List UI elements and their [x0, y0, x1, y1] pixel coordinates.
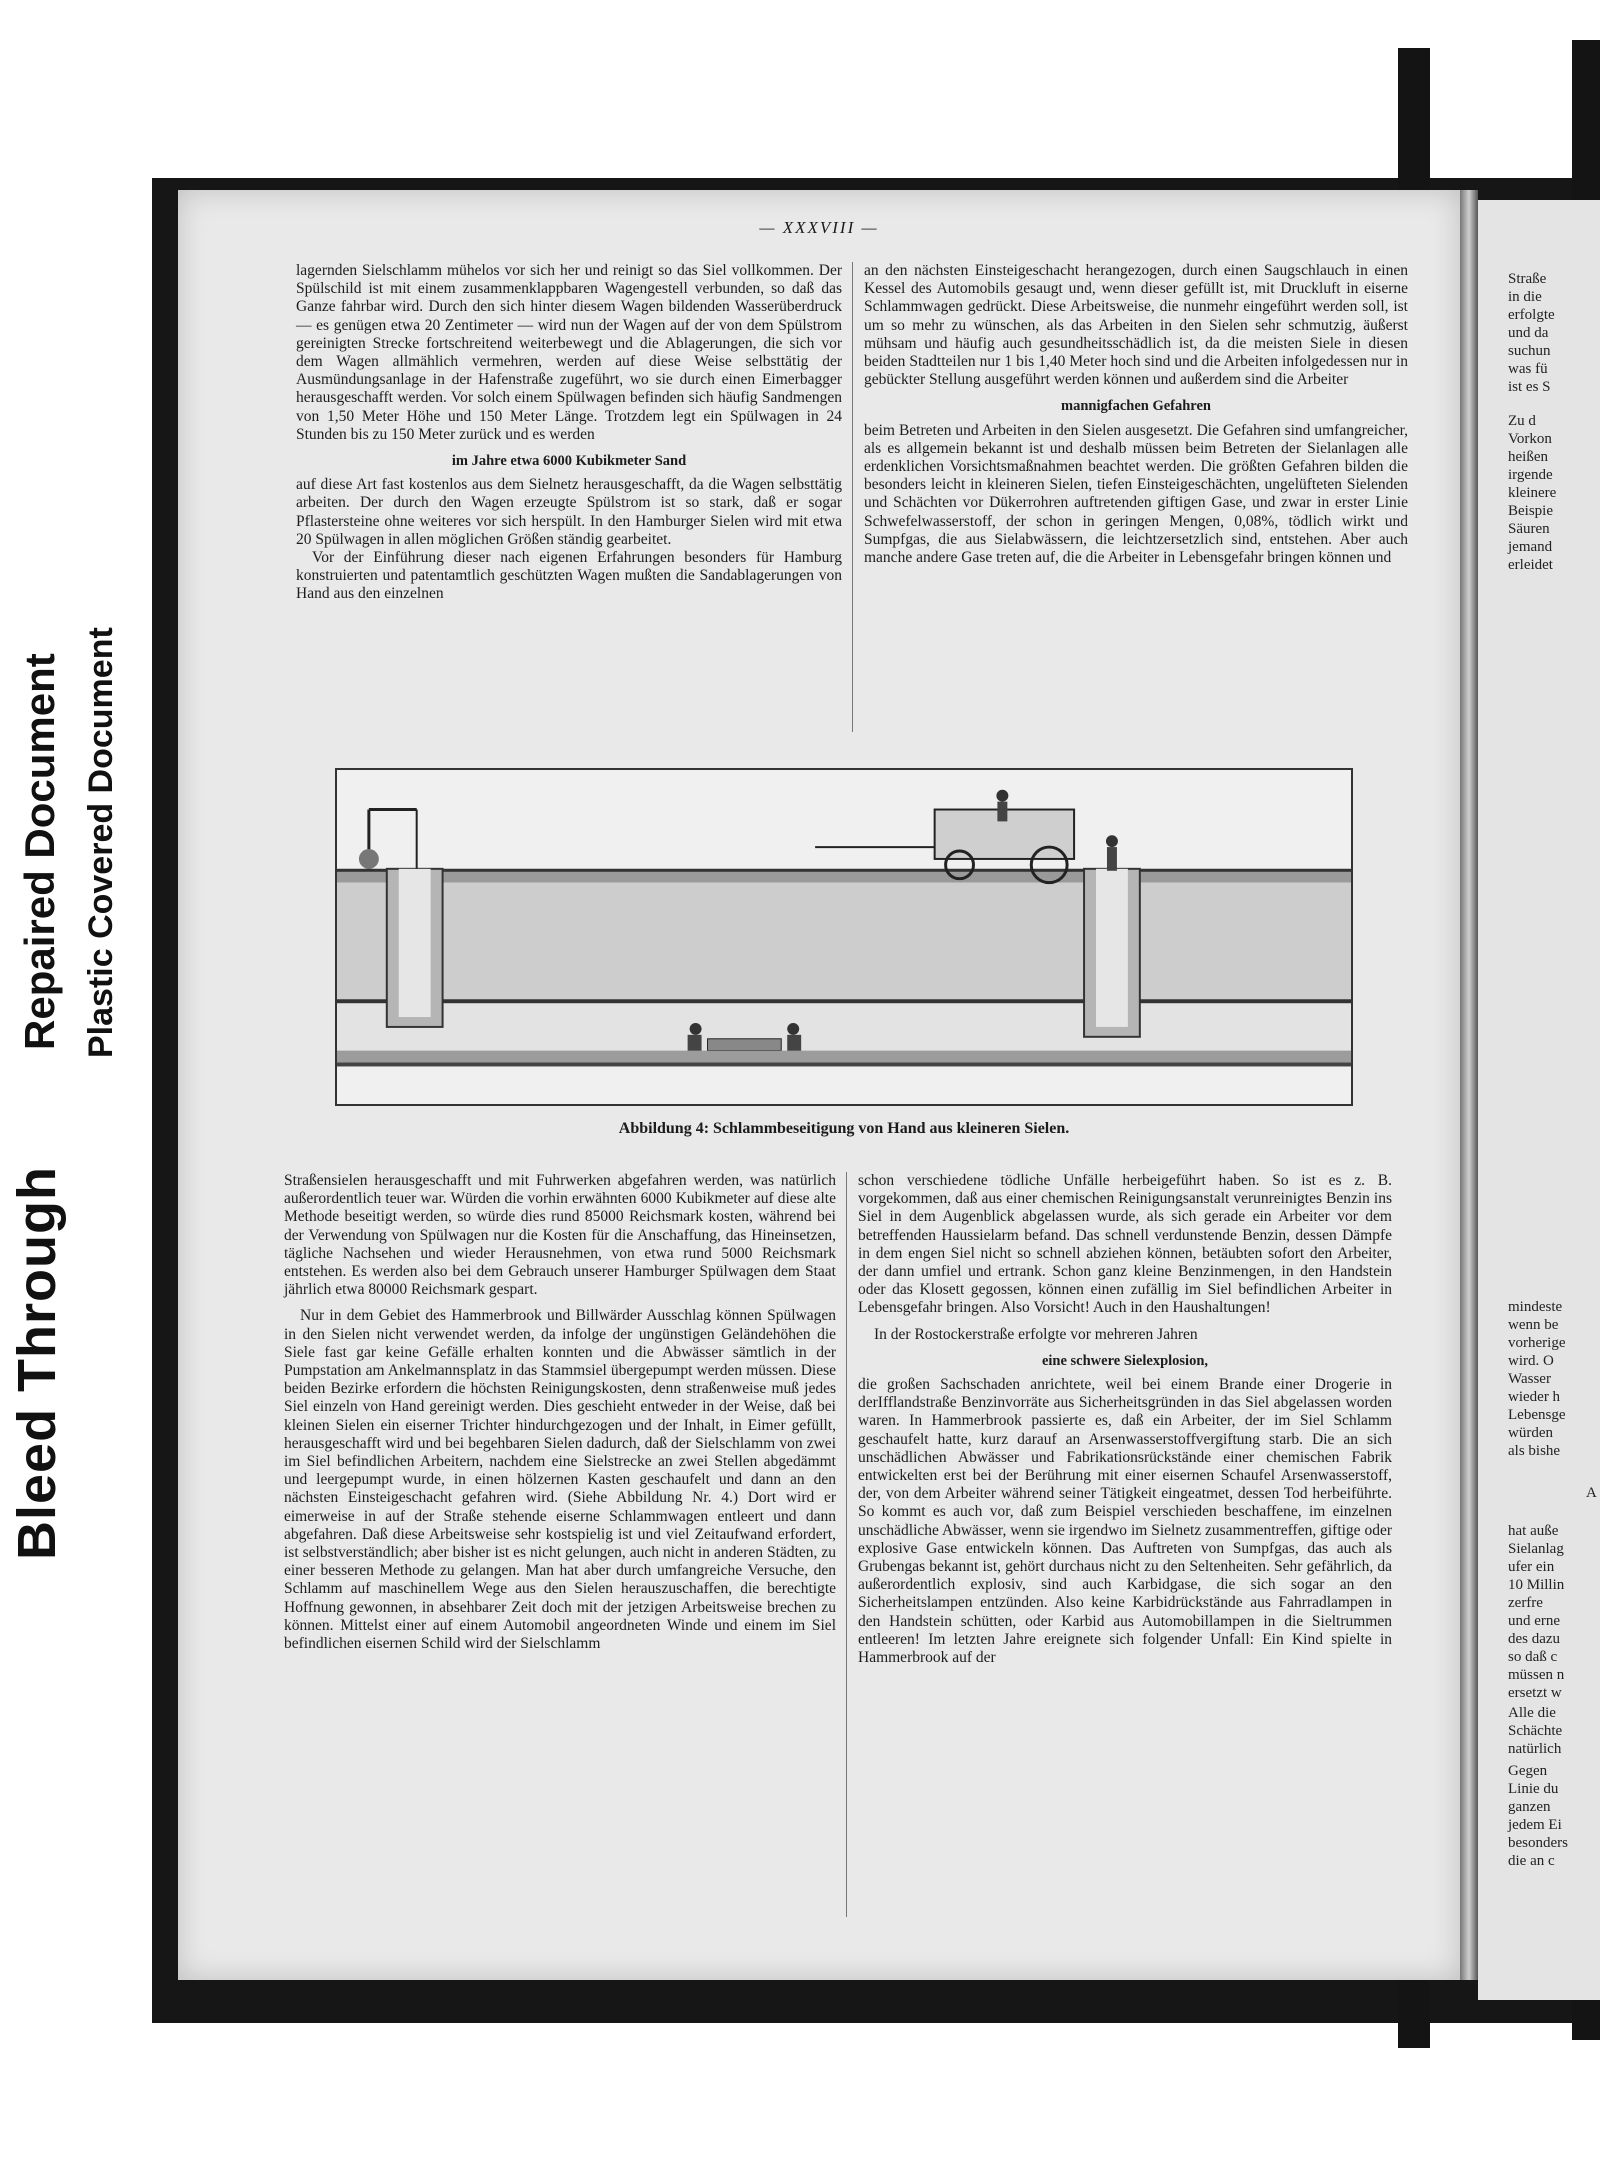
adjacent-page-text: ganzen	[1508, 1799, 1551, 1815]
figure-caption: Abbildung 4: Schlammbeseitigung von Hand aus kleineren Sielen.	[618, 1120, 1070, 1137]
paragraph: lagernden Sielschlamm mühelos vor sich her und reinigt so das Siel vollkommen. Der Spülschild ist mit einem zusammenklappbaren Wagengestell verbunden, so daß das Ganze fahrbar wird. Durch den sich hinter diesem Wagen bildenden Wasserüberdruck — es genügen etwa 20 Zentimeter — wird nun der Wagen auf der von dem Spülstrom gereinigten Strecke fortschreitend weiterbewegt und die Ablagerungen, die sich vor dem Wagen allmählich vermehren, werden auf diese Weise selbsttätig der Ausmündungsanlage in der Hafenstraße zugeführt, wo sie durch einen Eimerbagger herausgeschafft werden. Vor solch einem Spülwagen befinden sich häufig Sandmengen von 1,50 Meter Höhe und 150 Meter Länge. Trotzdem legt ein Spülwagen in 24 Stunden bis zu 150 Meter zurück und es werden	[296, 262, 842, 443]
sewer-cross-section-drawing	[337, 770, 1351, 1104]
adjacent-page-text: Wasser	[1508, 1371, 1551, 1387]
adjacent-page-text: wird. O	[1508, 1353, 1554, 1369]
section-heading: im Jahre etwa 6000 Kubikmeter Sand	[451, 453, 687, 470]
section-heading: eine schwere Sielexplosion,	[1041, 1352, 1209, 1369]
repaired-document-label: Repaired Document	[16, 653, 63, 1050]
adjacent-page-text: kleinere	[1508, 485, 1557, 501]
adjacent-page-text: würden	[1508, 1425, 1553, 1441]
adjacent-page-text: Sielanlag	[1508, 1541, 1564, 1557]
column-divider-top	[852, 262, 853, 732]
adjacent-page-text: müssen n	[1508, 1667, 1565, 1683]
adjacent-page-text: vorherige	[1508, 1335, 1566, 1351]
adjacent-page-text: Linie du	[1508, 1781, 1559, 1797]
adjacent-page-text: A	[1586, 1485, 1597, 1501]
column-divider-bottom	[846, 1172, 847, 1917]
paragraph: an den nächsten Einsteigeschacht herangezogen, durch einen Saugschlauch in einen Kessel des Automobils gesaugt und, wenn dieser gefüllt ist, mit Druckluft in eiserne Schlammwagen gedrückt. Diese Arbeitsweise, die nunmehr eingeführt werden soll, ist um so mehr zu wünschen, als das Arbeiten in den Sielen sehr schmutzig, äußerst mühsam und häufig auch gesundheitsschädlich ist, da die meisten Siele in diesen beiden Stadtteilen nur 1 bis 1,40 Meter hoch sind und die Arbeiten infolgedessen nur in gebückter Stellung ausgeführt werden können und außerdem sind die Arbeiter	[864, 262, 1408, 389]
adjacent-page-text: ufer ein	[1508, 1559, 1555, 1575]
page-number: — XXXVIII —	[759, 218, 879, 237]
paragraph: Nur in dem Gebiet des Hammerbrook und Billwärder Ausschlag können Spülwagen in den Sielen nicht verwendet werden, da infolge der ungünstigen Geländehöhen die Siele fast gar keine Gefälle erhalten konnten und die Abwässer sämtlich in der Pumpstation am Ankelmannsplatz in das Stammsiel übergepumpt werden müssen. Diese beiden Bezirke erfordern die höchsten Reinigungskosten, denn straßenweise muß jedes Siel einzeln von Hand gereinigt werden. Dies geschieht entweder in der Weise, daß bei kleinen Sielen ein eiserner Trichter hindurchgezogen und der Inhalt, in Eimer gefüllt, herausgeschafft wird und bei begehbaren Sielen dadurch, daß der Sielschlamm von zwei im Siel befindlichen Arbeitern, nachdem eine Sielstrecke an zwei Stellen abgedämmt und leergepumpt wurde, in einen hölzernen Kasten geschaufelt und dann an den nächsten Einsteigeschacht gefahren wird. (Siehe Abbildung Nr. 4.) Dort wird er eimerweise in auf der Straße stehende eiserne Schlammwagen entleert und dann abgefahren. Daß diese Arbeitsweise sehr kostspielig ist und viel Zeitaufwand erfordert, ist selbstverständlich; aber bisher ist es nicht gelungen, auch nicht in anderen Städten, zu einer besseren Methode zu gelangen. Man hat aber durch umfangreiche Versuche, den Schlamm auf maschinellem Wege aus den Sielen herauszuschaffen, die berechtigte Hoffnung gewonnen, in absehbarer Zeit doch mit der jetzigen Arbeitsweise brechen zu können. Mittelst einer auf einem Automobil angeordneten Winde und einem im Siel befindlichen eisernen Schild wird der Sielschlamm	[284, 1307, 836, 1653]
adjacent-page-text: Säuren	[1508, 521, 1550, 537]
adjacent-page-text: 10 Millin	[1508, 1577, 1565, 1593]
adjacent-page-text: Schächte	[1508, 1723, 1563, 1739]
adjacent-page-text: Alle die	[1508, 1705, 1556, 1721]
adjacent-page-text: Straße	[1508, 271, 1547, 287]
adjacent-page-text: und erne	[1508, 1613, 1561, 1629]
adjacent-page-text: was fü	[1508, 361, 1548, 377]
adjacent-page-text: Vorkon	[1508, 431, 1552, 447]
paragraph: auf diese Art fast kostenlos aus dem Sielnetz herausgeschafft, da die Wagen selbsttätig arbeiten. Der durch den Wagen erzeugte Spülstrom ist so stark, daß er sogar Pflastersteine ohne weiteres vor sich herspült. In den Hamburger Sielen wird mit etwa 20 Spülwagen in allen möglichen Größen ständig gearbeitet.	[296, 476, 842, 548]
adjacent-page-text: erleidet	[1508, 557, 1553, 573]
adjacent-page-text: als bishe	[1508, 1443, 1561, 1459]
adjacent-page-text: besonders	[1508, 1835, 1568, 1851]
paragraph: Straßensielen herausgeschafft und mit Fuhrwerken abgefahren werden, was natürlich außerordentlich teuer war. Würden die vorhin erwähnten 6000 Kubikmeter auf diese alte Methode beseitigt werden, so würde dies rund 85000 Reichsmark kosten, während bei der Verwendung von Spülwagen nur die Kosten für die Anschaffung, das Hineinsetzen, tägliche Nachsehen und wieder Herausnehmen, von etwa rund 5000 Reichsmark entstehen. Es werden also bei dem Gebrauch unserer Hamburger Spülwagen dem Staat jährlich etwa 80000 Reichsmark gespart.	[284, 1172, 836, 1299]
plastic-covered-label: Plastic Covered Document	[82, 627, 120, 1058]
column-top-left	[296, 262, 842, 604]
adjacent-page-text: ist es S	[1508, 379, 1551, 395]
adjacent-page-text: die an c	[1508, 1853, 1555, 1869]
adjacent-page-text: zerfre	[1508, 1595, 1543, 1611]
adjacent-page-text: so daß c	[1508, 1649, 1558, 1665]
adjacent-page-text: natürlich	[1508, 1741, 1562, 1757]
paragraph: In der Rostockerstraße erfolgte vor mehreren Jahren	[874, 1325, 1198, 1343]
column-bottom-left	[284, 1172, 836, 1653]
adjacent-page-text: suchun	[1508, 343, 1551, 359]
bleed-through-label: Bleed Through	[7, 1166, 67, 1560]
adjacent-page	[1478, 200, 1600, 2000]
adjacent-page-text: Beispie	[1508, 503, 1553, 519]
adjacent-page-text: heißen	[1508, 449, 1548, 465]
adjacent-page-text: des dazu	[1508, 1631, 1561, 1647]
section-heading: mannigfachen Gefahren	[1061, 398, 1211, 415]
adjacent-page-text: ersetzt w	[1508, 1685, 1562, 1701]
paragraph: schon verschiedene tödliche Unfälle herbeigeführt haben. So ist es z. B. vorgekommen, daß aus einer chemischen Reinigungsanstalt verunreinigtes Benzin ins Siel in dem Augenblick abgelassen wurde, als sich gerade ein Arbeiter vor dem betreffenden Haussielarm befand. Das schnell verdunstende Benzin, dessen Dämpfe in dem engen Siel nicht so schnell abziehen können, betäubten sofort den Arbeiter, der dann umfiel und ertrank. Schon ganz kleine Benzinmengen, in den Handstein oder das Klosett gegossen, können einen zufällig im Siel befindlichen Arbeiter in Lebensgefahr bringen. Also Vorsicht! Auch in den Haushaltungen!	[858, 1172, 1392, 1317]
adjacent-page-text: Lebensge	[1508, 1407, 1566, 1423]
adjacent-page-text: wenn be	[1508, 1317, 1559, 1333]
adjacent-page-text: Gegen	[1508, 1763, 1548, 1779]
adjacent-page-text: in die	[1508, 289, 1542, 305]
column-top-right	[864, 262, 1408, 567]
adjacent-page-text: mindeste	[1508, 1299, 1563, 1315]
paragraph: beim Betreten und Arbeiten in den Sielen ausgesetzt. Die Gefahren sind umfangreicher, als es allgemein bekannt ist und deshalb müssen beim Betreten der Sielanlagen alle erdenklichen Vorsichtsmaßnahmen beachtet werden. Die größten Gefahren bilden die besonders leicht in kleineren Sielen, tiefen Einsteigeschächten, ungelüfteten Sielenden und Schächten vor Dükerrohren auftretenden giftigen Gase, und zwar in erster Linie Schwefelwasserstoff, der schon in geringen Mengen, 0,08%, tödlich wirkt und Sumpfgas, die aus Sielabwässern, die leichtzersetzlich sind, entstehen. Aber auch manche andere Gase treten auf, die die Arbeiter in Lebensgefahr bringen können und	[864, 421, 1408, 567]
paragraph: die großen Sachschaden anrichtete, weil bei einem Brande einer Drogerie in derIfflandstraße Benzinvorräte aus Sicherheitsgründen in das Siel abgelassen worden waren. In Hammerbrook passierte es, daß ein Arbeiter, der im Siel Schlamm geschaufelt hatte, kurz darauf an Arsenwasserstoffvergiftung starb. Die an sich unschädlichen Abwässer und Fabrikationsrückstände einer chemischen Fabrik entwickelten erst bei der Berührung mit einer eisernen Schaufel Arsenwasserstoff, der, von dem Arbeiter während seiner Tätigkeit eingeatmet, dessen Tod herbeiführte. So kommt es auch vor, daß zum Beispiel verschieden beschaffene, im einzelnen unschädliche Abwässer, wenn sie irgendwo im Sielnetz zusammentreffen, giftige oder explosive Gase entwickeln können. Das Auftreten von Sumpfgas, das auch als Grubengas bekannt ist, gehört durchaus nicht zu den Seltenheiten. Sehr gefährlich, da außerordentlich explosiv, sind auch Karbidgase, die sich sogar an den Sicherheitslampen entzünden. Also keine Karbidrückstände aus Fahrradlampen in den Handstein schütten, oder Karbid aus Automobillampen in die Sieltrummen entleeren! Im letzten Jahre ereignete sich folgender Unfall: Ein Kind spielte in Hammerbrook auf der	[858, 1376, 1392, 1667]
adjacent-page-text: wieder h	[1508, 1389, 1561, 1405]
adjacent-page-text: hat auße	[1508, 1523, 1559, 1539]
side-labels	[0, 560, 150, 1560]
illustration-sewer-cleaning	[335, 768, 1353, 1106]
book-gutter	[1460, 190, 1478, 1980]
adjacent-page-text: erfolgte	[1508, 307, 1555, 323]
adjacent-page-text: irgende	[1508, 467, 1553, 483]
paragraph: Vor der Einführung dieser nach eigenen Erfahrungen besonders für Hamburg konstruierten und patentamtlich geschützten Wagen mußten die Sandablagerungen von Hand aus den einzelnen	[296, 549, 842, 603]
adjacent-page-text: jemand	[1508, 539, 1553, 555]
adjacent-page-text: Zu d	[1508, 413, 1536, 429]
column-bottom-right	[858, 1172, 1392, 1667]
adjacent-page-text: jedem Ei	[1508, 1817, 1562, 1833]
adjacent-page-text: und da	[1508, 325, 1549, 341]
